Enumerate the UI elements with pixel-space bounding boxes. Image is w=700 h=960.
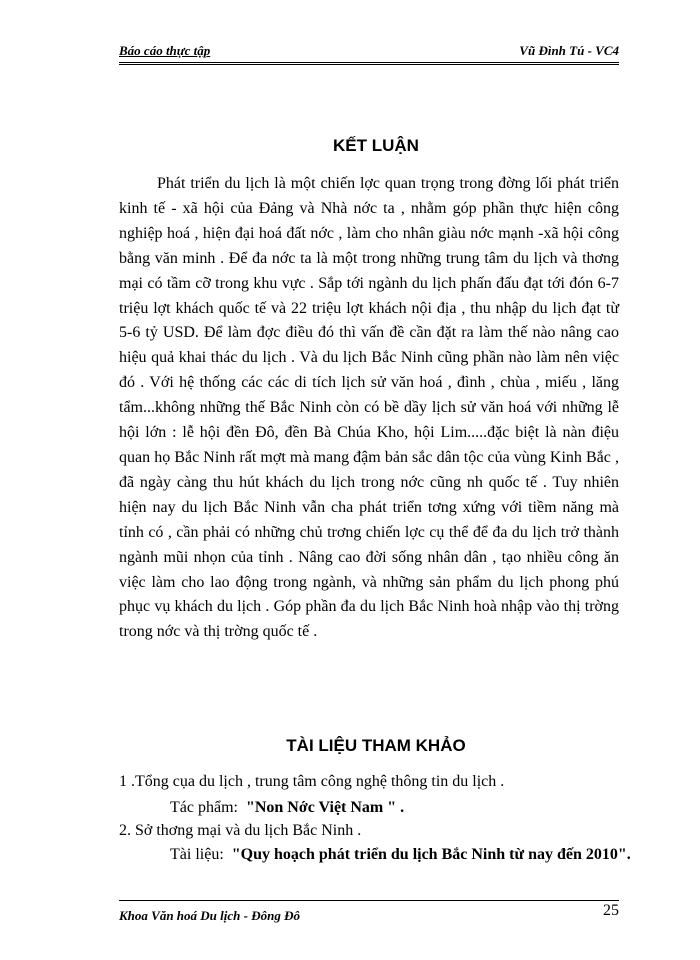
- page-footer: [119, 900, 619, 923]
- page-number: 25: [603, 902, 619, 919]
- reference-item-1-detail: [170, 799, 404, 817]
- reference-item-2-title: "Quy hoạch phát triển du lịch Bắc Ninh từ nay đến 2010".: [231, 846, 631, 863]
- reference-item-1-label: Tác phẩm:: [170, 799, 238, 816]
- references-heading: TÀI LIỆU THAM KHẢO: [286, 736, 466, 755]
- reference-item-2: 2. Sở thơng mại và du lịch Bắc Ninh .: [119, 822, 362, 839]
- header-report-label: Báo cáo thực tập: [119, 43, 211, 58]
- reference-item-2-label: Tài liệu:: [170, 846, 224, 863]
- reference-item-1: 1 .Tổng cụa du lịch , trung tâm công nghệ thông tin du lịch .: [119, 773, 505, 790]
- conclusion-paragraph: [119, 172, 619, 645]
- footer-department: Khoa Văn hoá Du lịch - Đông Đô: [119, 908, 300, 923]
- reference-item-2-detail: [170, 846, 631, 864]
- conclusion-text: Phát triển du lịch là một chiến lợc quan trọng trong đờng lối phát triển kinh tế - xã hội của Đảng và Nhà nớc ta , nhằm góp phần thực hiện công nghiệp hoá , hiện đại hoá đất nớc , làm cho nhân giàu nớc mạnh -xã hội công bằng văn minh . Để đa nớc ta là một trong những trung tâm du lịch và thơng mại có tầm cỡ trong khu vực . Sắp tới ngành du lịch phấn đấu đạt tới đón 6-7 triệu lợt khách quốc tế và 22 triệu lợt khách nội địa , thu nhập du lịch đạt từ 5-6 tỷ USD. Để làm đợc điều đó thì vấn đề cần đặt ra làm thế nào nâng cao hiệu quả khai thác du lịch . Và du lịch Bắc Ninh cũng phần nào làm nên việc đó . Với hệ thống các các di tích lịch sử văn hoá , đình , chùa , miếu , lăng tẩm...không những thế Bắc Ninh còn có bề dầy lịch sử văn hoá với những lễ hội lớn : lễ hội đền Đô, đền Bà Chúa Kho, hội Lim.....đặc biệt là nàn điệu quan họ Bắc Ninh rất mợt mà mang đậm bản sắc dân tộc của vùng Kinh Bắc , đã ngày càng thu hút khách du lịch trong nớc cũng nh quốc tế . Tuy nhiên hiện nay du lịch Bắc Ninh vẫn cha phát triển tơng xứng với tiềm năng mà tỉnh có , cần phải có những chủ trơng chiến lợc cụ thể để đa du lịch trở thành ngành mũi nhọn của tỉnh . Nâng cao đời sống nhân dân , tạo nhiều công ăn việc làm cho lao động trong ngành, và những sản phẩm du lịch phong phú phục vụ khách du lịch . Góp phần đa du lịch Bắc Ninh hoà nhập vào thị trờng trong nớc và thị trờng quốc tế .: [119, 175, 619, 641]
- header-author: Vũ Đình Tú - VC4: [519, 43, 619, 58]
- page-header: [119, 40, 619, 65]
- reference-item-1-title: "Non Nớc Việt Nam " .: [245, 799, 405, 816]
- conclusion-heading: KẾT LUẬN: [333, 136, 419, 155]
